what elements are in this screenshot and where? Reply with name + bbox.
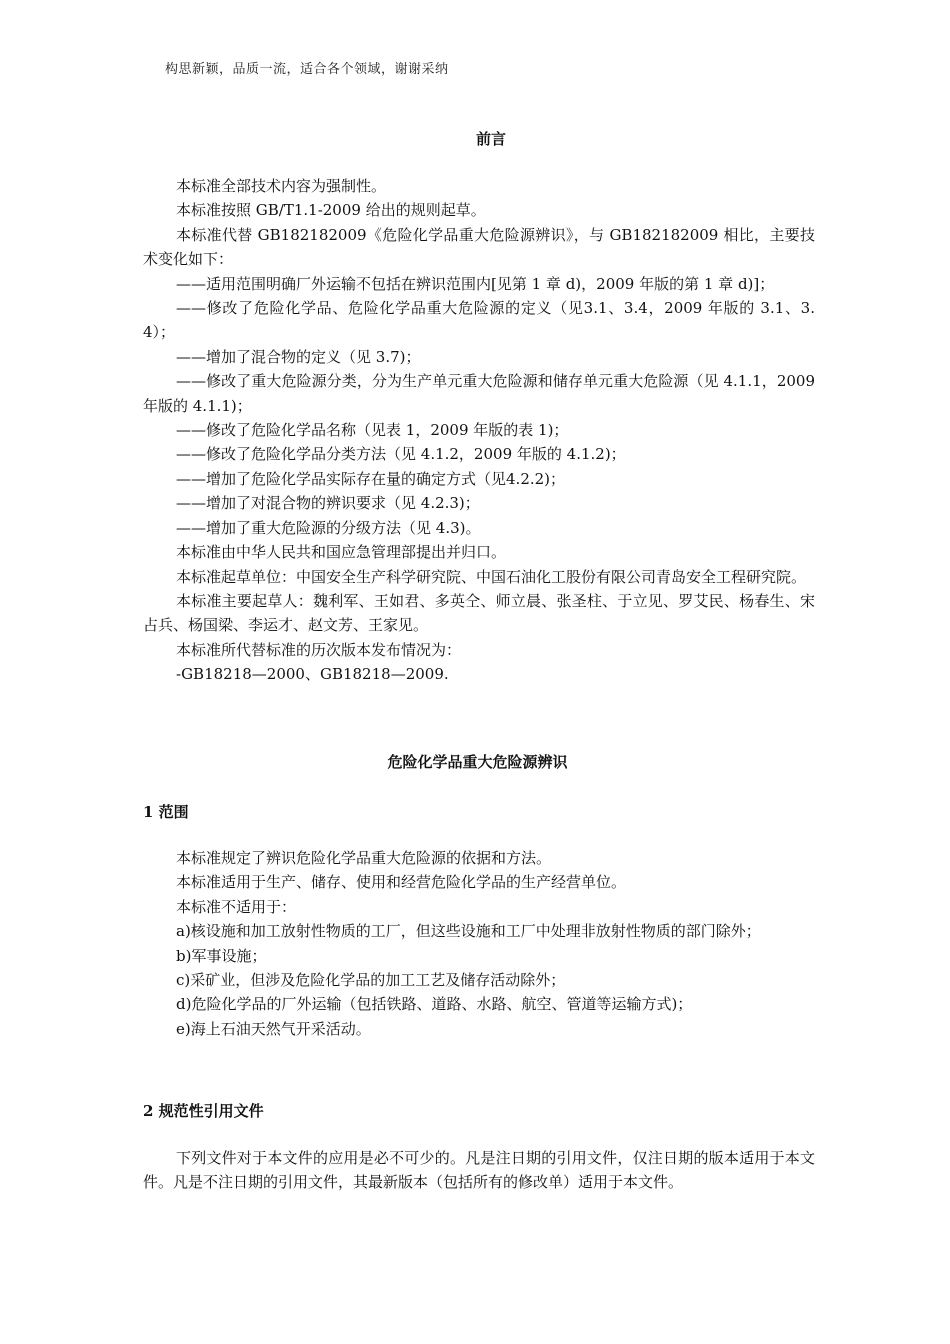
preface-paragraph: 本标准全部技术内容为强制性。 xyxy=(176,177,387,195)
preface-paragraph: 本标准所代替标准的历次版本发布情况为： xyxy=(176,640,462,659)
section-heading: 2 规范性引用文件 xyxy=(143,1102,264,1120)
preface-body xyxy=(143,174,815,687)
section-2-body xyxy=(143,1146,815,1195)
preface-paragraph: -GB18218—2000、GB18218—2009. xyxy=(176,665,449,684)
preface-change-item: ——修改了危险化学品分类方法（见 4.1.2，2009 年版的 4.1.2)； xyxy=(176,445,626,464)
section-list-item: c)采矿业，但涉及危险化学品的加工工艺及储存活动除外； xyxy=(176,971,566,990)
section-list-item: a)核设施和加工放射性物质的工厂，但这些设施和工厂中处理非放射性物质的部门除外； xyxy=(176,922,761,941)
preface-title: 前言 xyxy=(475,130,506,148)
preface-change-item: ——修改了危险化学品名称（见表 1，2009 年版的表 1)； xyxy=(176,421,569,440)
section-paragraph: 下列文件对于本文件的应用是必不可少的。凡是注日期的引用文件，仅注日期的版本适用于本文件。凡是不注日期的引用文件，其最新版本（包括所有的修改单）适用于本文件。 xyxy=(143,1149,815,1192)
document-title: 危险化学品重大危险源辨识 xyxy=(387,753,568,771)
section-list-item: e)海上石油天然气开采活动。 xyxy=(176,1019,371,1038)
preface-change-item: ——增加了对混合物的辨识要求（见 4.2.3)； xyxy=(176,494,480,513)
preface-change-item: ——增加了重大危险源的分级方法（见 4.3)。 xyxy=(176,518,481,537)
section-list-item: b)军事设施； xyxy=(176,946,267,965)
section-heading: 1 范围 xyxy=(143,803,189,821)
section-paragraph: 本标准规定了辨识危险化学品重大危险源的依据和方法。 xyxy=(176,849,552,867)
preface-change-item: ——增加了混合物的定义（见 3.7)； xyxy=(176,347,421,366)
section-paragraph: 本标准不适用于： xyxy=(176,897,297,916)
preface-change-item: ——增加了危险化学品实际存在量的确定方式（见4.2.2)； xyxy=(176,469,566,488)
preface-paragraph: 本标准主要起草人：魏利军、王如君、多英仝、师立晨、张圣柱、于立见、罗艾民、杨春生、宋占兵、杨国梁、李运才、赵文芳、王家见。 xyxy=(143,591,815,635)
preface-change-item: ——适用范围明确厂外运输不包括在辨识范围内[见第 1 章 d)，2009 年版的第 1 章 d)]； xyxy=(176,274,775,293)
preface-paragraph: 本标准起草单位：中国安全生产科学研究院、中国石油化工股份有限公司青岛安全工程研究院。 xyxy=(176,567,807,586)
preface-paragraph: 本标准按照 GB/T1.1-2009 给出的规则起草。 xyxy=(176,201,486,220)
section-paragraph: 本标准适用于生产、储存、使用和经营危险化学品的生产经营单位。 xyxy=(176,873,627,892)
preface-change-item: ——修改了重大危险源分类，分为生产单元重大危险源和储存单元重大危险源（见 4.1.1，2009 年版的 4.1.1)； xyxy=(143,372,815,415)
section-list-item: d)危险化学品的厂外运输（包括铁路、道路、水路、航空、管道等运输方式)； xyxy=(176,995,693,1014)
preface-change-item: ——修改了危险化学品、危险化学品重大危险源的定义（见3.1、3.4，2009 年版的 3.1、3.4）； xyxy=(143,299,815,342)
preface-paragraph: 本标准由中华人民共和国应急管理部提出并归口。 xyxy=(176,543,507,562)
section-1-body xyxy=(143,846,815,1041)
header-note: 构思新颖，品质一流，适合各个领域，谢谢采纳 xyxy=(165,62,449,77)
preface-paragraph: 本标准代替 GB182182009《危险化学品重大危险源辨识》，与 GB182182009 相比，主要技术变化如下： xyxy=(143,225,815,269)
